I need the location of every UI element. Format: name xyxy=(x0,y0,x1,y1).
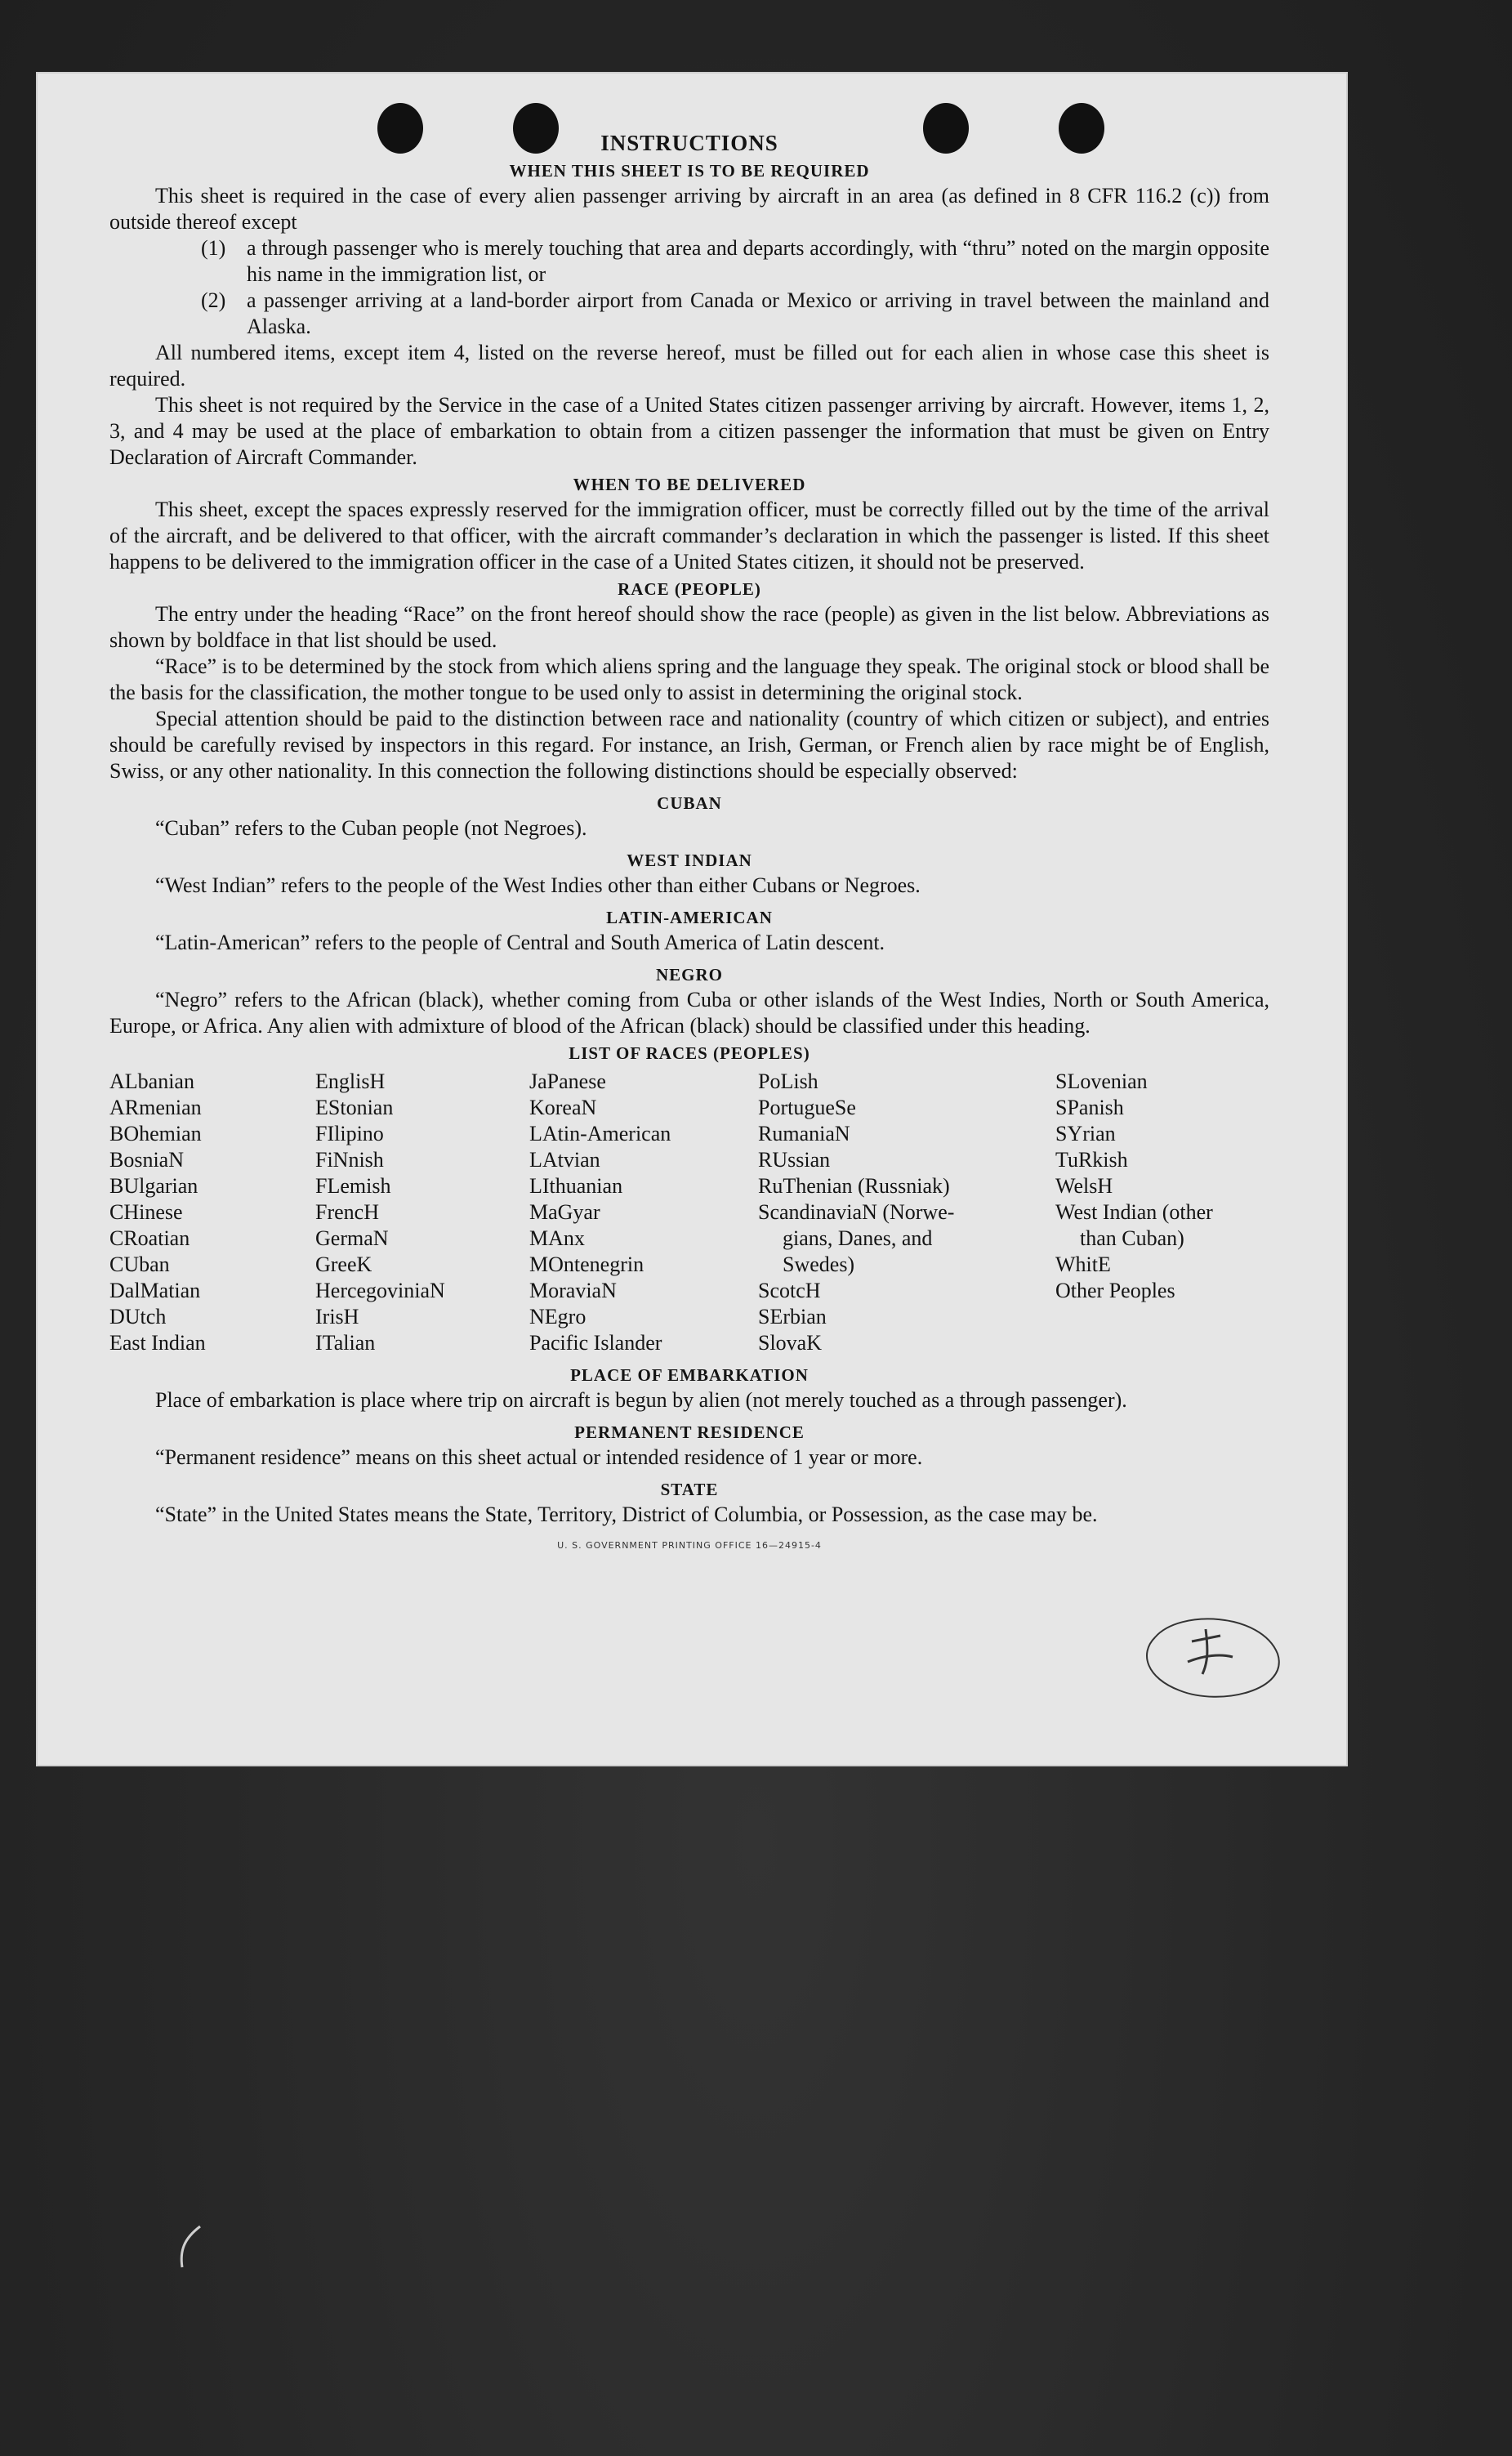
race-entry: ScandinaviaN (Norwe- xyxy=(758,1200,955,1224)
numbered-items-note: All numbered items, except item 4, listed on the reverse hereof, must be filled out for each alien in whose case this sheet is required. xyxy=(109,341,1269,391)
race-entry: SPanish xyxy=(1055,1096,1124,1119)
race-paragraph-2: “Race” is to be determined by the stock from which aliens spring and the language they speak. The original stock or blood shall be the basis for the classification, the mother tongue to be used only to assist in determining the original stock. xyxy=(109,654,1269,704)
race-entry: JaPanese xyxy=(529,1069,606,1093)
race-entry: SLovenian xyxy=(1055,1069,1148,1093)
race-entry: CRoatian xyxy=(109,1226,190,1250)
race-entry: GreeK xyxy=(315,1253,372,1276)
race-entry: KoreaN xyxy=(529,1096,597,1119)
race-entry: DalMatian xyxy=(109,1279,201,1302)
race-entry: SErbian xyxy=(758,1305,827,1328)
instructions-content xyxy=(109,129,1269,1559)
when-required-intro: This sheet is required in the case of every alien passenger arriving by aircraft in an area (as defined in 8 CFR 116.2 (c)) from outside thereof except xyxy=(109,184,1269,234)
races-column-1 xyxy=(109,1069,315,1356)
race-entry: RUssian xyxy=(758,1148,831,1172)
race-entry: ALbanian xyxy=(109,1069,194,1093)
race-entry: BUlgarian xyxy=(109,1174,198,1198)
race-entry: MoraviaN xyxy=(529,1279,617,1302)
race-entry: RumaniaN xyxy=(758,1122,850,1145)
race-entry: ScotcH xyxy=(758,1279,821,1302)
section-heading-west-indian: WEST INDIAN xyxy=(627,851,752,870)
race-entry: PoLish xyxy=(758,1069,818,1093)
section-heading-cuban: CUBAN xyxy=(657,793,722,813)
handwritten-circle-mark xyxy=(1131,1605,1294,1711)
race-entry: LAtin-American xyxy=(529,1122,671,1145)
embarkation-text: Place of embarkation is place where trip on aircraft is begun by alien (not merely touched as a through passenger). xyxy=(155,1388,1127,1412)
latin-american-text: “Latin-American” refers to the people of Central and South America of Latin descent. xyxy=(155,931,885,954)
race-entry: EStonian xyxy=(315,1096,394,1119)
race-entry: PortugueSe xyxy=(758,1096,856,1119)
film-scratch-mark xyxy=(176,2222,208,2271)
races-column-3 xyxy=(529,1069,758,1356)
race-entry: LAtvian xyxy=(529,1148,600,1172)
exception-text: a through passenger who is merely touching that area and departs accordingly, with “thru” noted on the margin opposite his name in the immigration list, or xyxy=(247,236,1269,286)
section-heading-race: RACE (PEOPLE) xyxy=(618,579,761,599)
section-heading-races-list: LIST OF RACES (PEOPLES) xyxy=(569,1043,810,1063)
race-entry: NEgro xyxy=(529,1305,587,1328)
race-entry: MAnx xyxy=(529,1226,585,1250)
exception-text: a passenger arriving at a land-border airport from Canada or Mexico or arriving in travel between the mainland and Alaska. xyxy=(247,288,1269,338)
section-heading-state: STATE xyxy=(660,1480,719,1499)
race-entry: Pacific Islander xyxy=(529,1331,662,1355)
race-entry: FrencH xyxy=(315,1200,379,1224)
west-indian-text: “West Indian” refers to the people of the West Indies other than either Cubans or Negroes. xyxy=(155,873,921,897)
section-heading-embarkation: PLACE OF EMBARKATION xyxy=(570,1365,809,1385)
race-entry: GermaN xyxy=(315,1226,389,1250)
race-entry: Swedes) xyxy=(783,1253,855,1276)
race-entry: East Indian xyxy=(109,1331,206,1355)
races-column-4 xyxy=(758,1069,1055,1356)
printing-office-footer: U. S. GOVERNMENT PRINTING OFFICE 16—24915-4 xyxy=(557,1540,822,1551)
instruction-sheet xyxy=(36,72,1348,1766)
race-entry: gians, Danes, and xyxy=(783,1226,933,1250)
section-heading-when-delivered: WHEN TO BE DELIVERED xyxy=(573,475,806,494)
page-title: INSTRUCTIONS xyxy=(600,131,778,155)
race-entry: than Cuban) xyxy=(1080,1226,1184,1250)
citizen-note: This sheet is not required by the Service in the case of a United States citizen passenger arriving by aircraft. However, items 1, 2, 3, and 4 may be used at the place of embarkation to obtain from a citizen passenger the information that must be given on Entry Declaration of Aircraft Commander. xyxy=(109,393,1269,469)
when-delivered-text: This sheet, except the spaces expressly reserved for the immigration officer, must be correctly filled out by the time of the arrival of the aircraft, and be delivered to that officer, with the aircraft commander’s declaration in which the passenger is listed. If this sheet happens to be delivered to the immigration officer in the case of a United States citizen, it should not be preserved. xyxy=(109,498,1269,574)
section-heading-negro: NEGRO xyxy=(655,965,723,985)
state-text: “State” in the United States means the State, Territory, District of Columbia, or Possession, as the case may be. xyxy=(155,1503,1098,1526)
race-entry: FiNnish xyxy=(315,1148,384,1172)
race-entry: FIlipino xyxy=(315,1122,384,1145)
race-entry: BOhemian xyxy=(109,1122,202,1145)
race-entry: LIthuanian xyxy=(529,1174,623,1198)
race-entry: IrisH xyxy=(315,1305,359,1328)
race-paragraph-3: Special attention should be paid to the distinction between race and nationality (country of which citizen or subject), and entries should be carefully revised by inspectors in this regard. For instance, an Irish, German, or French alien by race might be of English, Swiss, or any other nationality. In this connection the following distinctions should be especially observed: xyxy=(109,707,1269,783)
race-entry: MaGyar xyxy=(529,1200,600,1224)
race-entry: Other Peoples xyxy=(1055,1279,1175,1302)
race-entry: ARmenian xyxy=(109,1096,202,1119)
race-entry: MOntenegrin xyxy=(529,1253,644,1276)
cuban-text: “Cuban” refers to the Cuban people (not Negroes). xyxy=(155,816,587,840)
race-entry: CHinese xyxy=(109,1200,183,1224)
race-entry: CUban xyxy=(109,1253,170,1276)
race-entry: SYrian xyxy=(1055,1122,1116,1145)
race-entry: FLemish xyxy=(315,1174,391,1198)
race-entry: HercegoviniaN xyxy=(315,1279,445,1302)
race-entry: BosniaN xyxy=(109,1148,184,1172)
races-column-5 xyxy=(1055,1069,1269,1356)
race-entry: DUtch xyxy=(109,1305,167,1328)
race-entry: EnglisH xyxy=(315,1069,386,1093)
exception-number: (1) xyxy=(201,236,226,260)
race-entry: West Indian (other xyxy=(1055,1200,1213,1224)
race-entry: SlovaK xyxy=(758,1331,822,1355)
race-entry: TuRkish xyxy=(1055,1148,1128,1172)
race-entry: WelsH xyxy=(1055,1174,1113,1198)
exception-number: (2) xyxy=(201,288,226,312)
race-entry: RuThenian (Russniak) xyxy=(758,1174,950,1198)
race-entry: ITalian xyxy=(315,1331,376,1355)
section-heading-latin-american: LATIN-AMERICAN xyxy=(606,908,773,927)
negro-text: “Negro” refers to the African (black), whether coming from Cuba or other islands of the West Indies, North or South America, Europe, or Africa. Any alien with admixture of blood of the African (black) should be classified under this heading. xyxy=(109,988,1269,1038)
section-heading-residence: PERMANENT RESIDENCE xyxy=(574,1422,805,1442)
races-column-2 xyxy=(315,1069,529,1356)
exception-item-2 xyxy=(109,288,1269,340)
races-list xyxy=(109,1069,1269,1356)
exception-item-1 xyxy=(109,235,1269,288)
race-entry: WhitE xyxy=(1055,1253,1111,1276)
residence-text: “Permanent residence” means on this sheet actual or intended residence of 1 year or more. xyxy=(155,1445,923,1469)
section-heading-when-required: WHEN THIS SHEET IS TO BE REQUIRED xyxy=(509,161,870,181)
race-paragraph-1: The entry under the heading “Race” on the front hereof should show the race (people) as given in the list below. Abbreviations as shown by boldface in that list should be used. xyxy=(109,602,1269,652)
